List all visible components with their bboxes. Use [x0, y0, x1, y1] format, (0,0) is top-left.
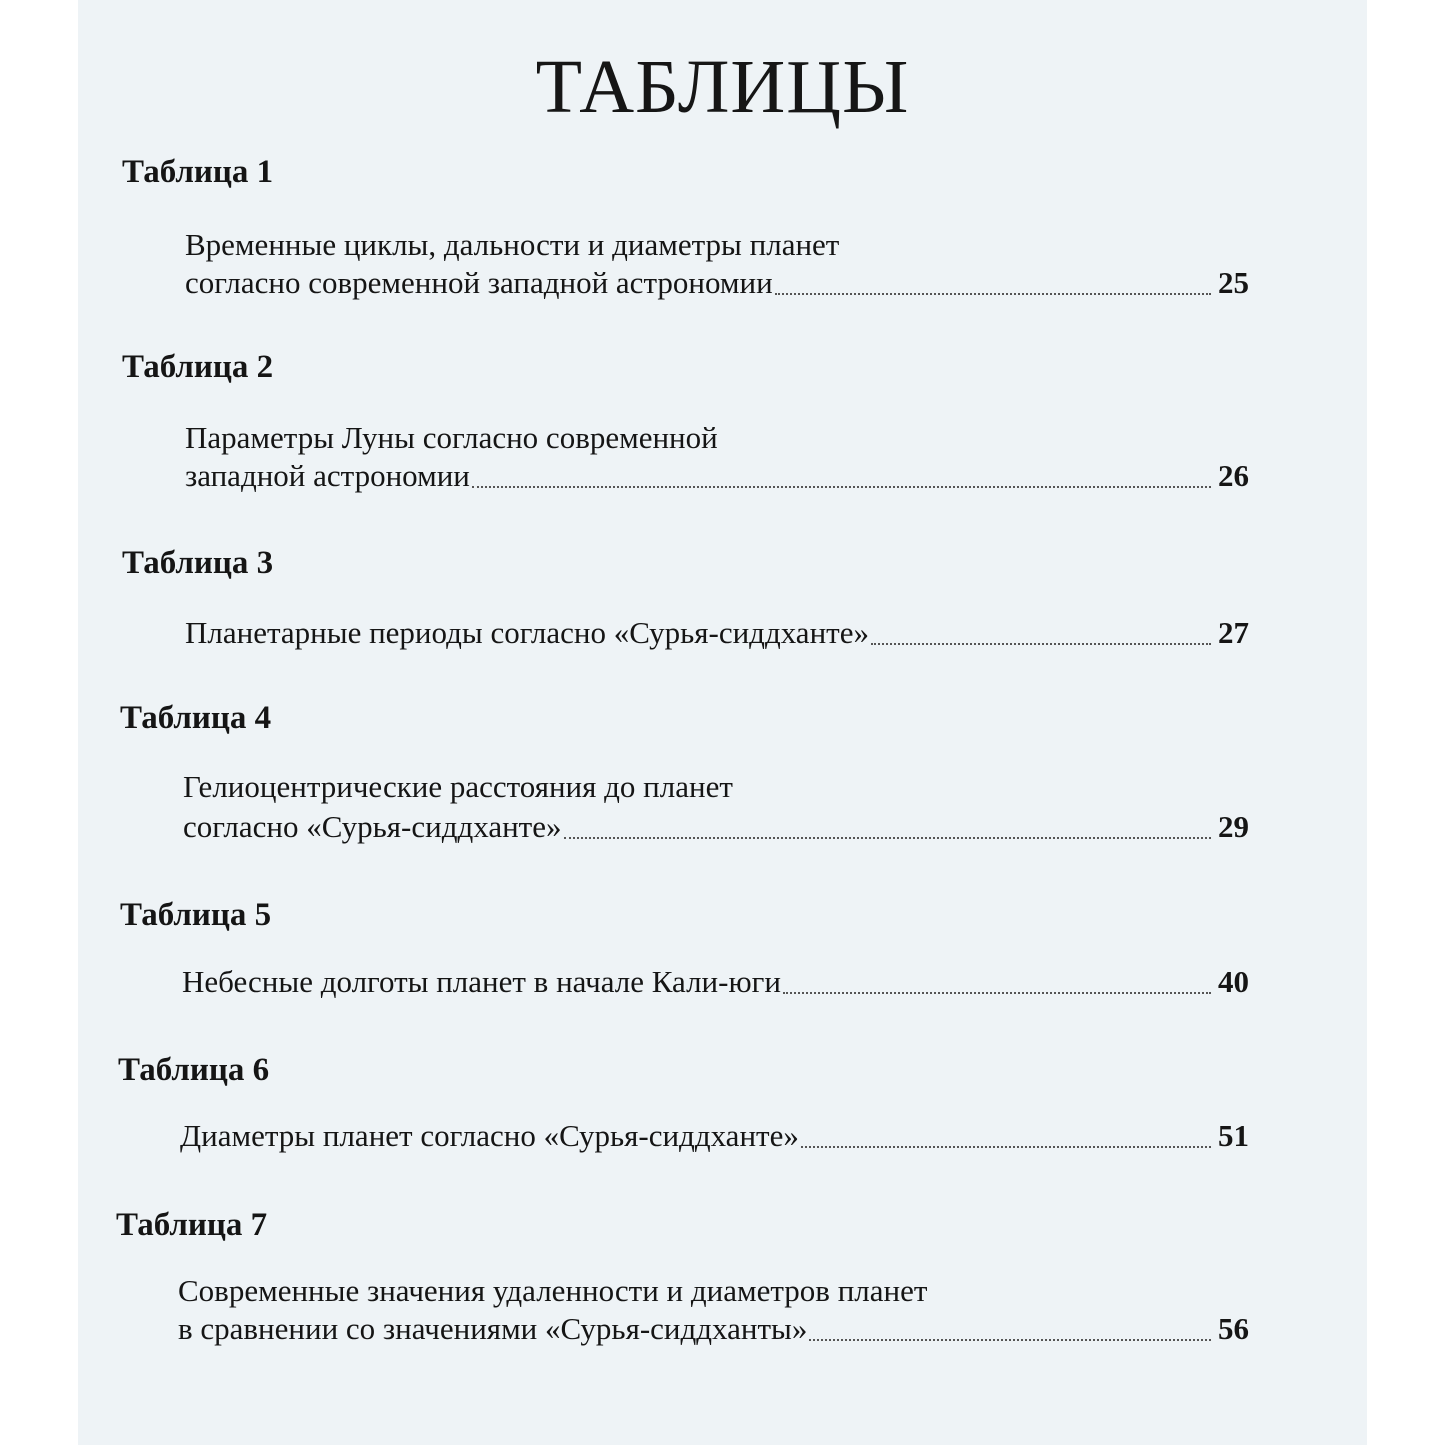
dot-leader: [783, 991, 1211, 994]
entry-title-line: согласно современной западной астрономии: [185, 265, 773, 300]
toc-entry-link[interactable]: [185, 614, 1249, 652]
table-heading: Таблица 2: [122, 349, 274, 385]
table-heading: Таблица 3: [122, 545, 274, 581]
toc-entry-link[interactable]: [185, 264, 1249, 302]
page-number: 56: [1218, 1311, 1249, 1346]
entry-title-line: в сравнении со значениями «Сурья-сиддханты»: [178, 1311, 808, 1346]
entry-title-line: Гелиоцентрические расстояния до планет: [183, 769, 733, 804]
toc-entry-link[interactable]: [183, 808, 1249, 846]
entry-title-line: согласно «Сурья-сиддханте»: [183, 809, 562, 844]
page-number: 51: [1218, 1118, 1249, 1153]
table-heading: Таблица 1: [122, 154, 274, 190]
toc-entry-link[interactable]: [178, 1310, 1249, 1348]
page-number: 26: [1218, 458, 1249, 493]
table-heading: Таблица 6: [118, 1052, 270, 1088]
page-number: 25: [1218, 265, 1249, 300]
dot-leader: [472, 485, 1211, 488]
entry-title-line: Временные циклы, дальности и диаметры планет: [185, 227, 840, 262]
page-number: 27: [1218, 615, 1249, 650]
table-heading: Таблица 5: [120, 897, 272, 933]
dot-leader: [775, 292, 1211, 295]
page-number: 40: [1218, 964, 1249, 999]
book-page: [78, 0, 1367, 1445]
entry-title-line: Диаметры планет согласно «Сурья-сиддханте»: [180, 1118, 799, 1153]
dot-leader: [809, 1338, 1211, 1341]
toc-entry-link[interactable]: [182, 963, 1249, 1001]
toc-entry-link[interactable]: [185, 457, 1249, 495]
table-heading: Таблица 7: [116, 1207, 268, 1243]
entry-title-line: западной астрономии: [185, 458, 470, 493]
dot-leader: [564, 836, 1212, 839]
table-heading: Таблица 4: [120, 700, 272, 736]
page-title: ТАБЛИЦЫ: [535, 45, 910, 129]
dot-leader: [871, 642, 1211, 645]
entry-title-line: Параметры Луны согласно современной: [185, 420, 718, 455]
dot-leader: [801, 1145, 1211, 1148]
entry-title-line: Небесные долготы планет в начале Кали-юги: [182, 964, 781, 999]
entry-title-line: Планетарные периоды согласно «Сурья-сиддханте»: [185, 615, 869, 650]
page-number: 29: [1218, 809, 1249, 844]
toc-entry-link[interactable]: [180, 1117, 1249, 1155]
entry-title-line: Современные значения удаленности и диаметров планет: [178, 1273, 928, 1308]
